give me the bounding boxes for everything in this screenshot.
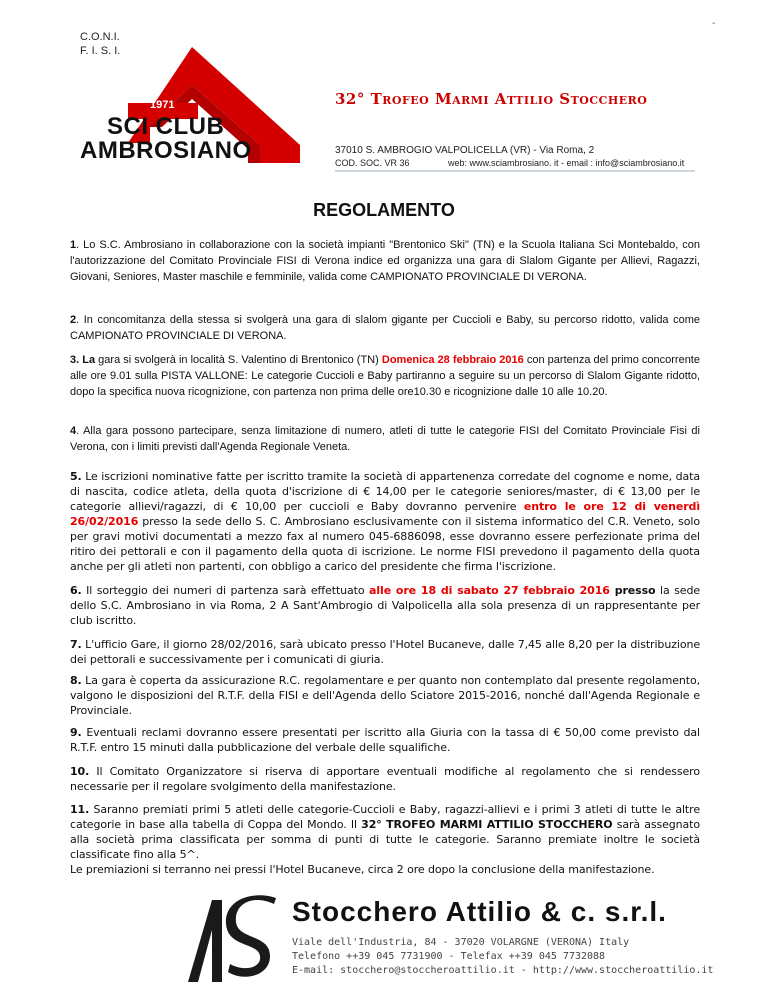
sponsor-logo-a-icon [188,900,222,982]
paragraph-3 [70,352,700,400]
club-address: 37010 S. AMBROGIO VALPOLICELLA (VR) - Via Roma, 2 [335,145,595,156]
paragraph-text: Saranno premiati primi 5 atleti delle categorie-Cuccioli e Baby, ragazzi-allievi e i primi 3 atleti di tutte le altre categorie in base alla tabella di Coppa del Mondo. Il [70,803,700,831]
paragraph-text: presso la sede dello S. C. Ambrosiano esclusivamente con il sistema informatico del C.R. Veneto, solo per gravi motivi documentati a mezzo fax al numero 045-6886098, esse dovranno essere perfezionate prima del ritiro dei pettorali e con il pagamento della quota di iscrizione. Le norme FISI prevedono il pagamento della quota anche per gli atleti non partenti, con obbligo a carico del presidente che firma l'iscrizione. [70,515,700,573]
paragraph-number: 11. [70,803,90,816]
sponsor-logo-s-icon [226,895,276,976]
paragraph-bold: presso [609,584,656,597]
race-date-highlight: Domenica 28 febbraio 2016 [381,354,524,366]
paragraph-number: 4 [70,425,77,437]
sponsor-contacts: E-mail: stocchero@stoccheroattilio.it - http://www.stoccheroattilio.it [292,965,714,976]
paragraph-4 [70,423,700,455]
page-title: REGOLAMENTO [313,200,455,220]
paragraph-7 [70,637,700,667]
logo-year: 1971 [150,99,175,111]
sponsor-logo [182,890,282,984]
paragraph-number: 2 [70,314,77,326]
paragraph-text: con partenza del primo concorrente alle ore 9.01 sulla PISTA VALLONE: Le categorie Cuccioli e Baby partiranno a seguire su un percorso di Slalom Gigante ridotto, dopo la specifica nuova ricognizione, con partenza non prima delle ore10.30 e ricognizione dalle 10 alle 10.20. [70,354,700,398]
club-web: web: www.sciambrosiano. it - email : info@sciambrosiano.it [448,158,685,168]
paragraph-6 [70,583,700,628]
paragraph-5 [70,469,700,574]
paragraph-text: . Lo S.C. Ambrosiano in collaborazione con la società impianti "Brentonico Ski" (TN) e la Scuola Italiana Sci Montebaldo, con l'autorizzazione del Comitato Provinciale FISI di Verona indice ed organizza una gara di Slalom Gigante per Allievi, Ragazzi, Giovani, Seniores, Master maschile e femminile, valida come CAMPIONATO PROVINCIALE DI VERONA. [70,239,700,283]
deadline-highlight: entro le ore 12 di venerdì 26/02/2016 [70,500,701,528]
corner-mark: - [712,18,716,29]
paragraph-1 [70,237,700,285]
club-code: COD. SOC. VR 36 [335,158,410,168]
paragraph-number: 6. [70,584,82,597]
logo-line2: AMBROSIANO [80,137,252,164]
paragraph-number: 1 [70,239,77,251]
sponsor-name: Stocchero Attilio & c. s.r.l. [292,896,667,927]
paragraph-number: 7. [70,638,82,651]
paragraph-number: 3. La [70,354,96,366]
paragraph-text: L'ufficio Gare, il giorno 28/02/2016, sarà ubicato presso l'Hotel Bucaneve, dalle 7,45 alle 8,20 per la distribuzione dei pettorali e successivamente per i comunicati di giuria. [70,638,700,666]
paragraph-text: gara si svolgerà in località S. Valentino di Brentonico (TN) [95,354,382,366]
paragraph-8 [70,673,700,718]
paragraph-number: 9. [70,726,82,739]
paragraph-text: Il Comitato Organizzatore si riserva di apportare eventuali modifiche al regolamento che si rendessero necessarie per il regolare svolgimento della manifestazione. [70,765,700,793]
paragraph-number: 5. [70,470,82,483]
paragraph-9 [70,725,700,755]
sponsor-address: Viale dell'Industria, 84 - 37020 VOLARGNE (VERONA) Italy [292,937,630,948]
trophy-name-bold: 32° TROFEO MARMI ATTILIO STOCCHERO [361,818,613,831]
org-fisi: F. I. S. I. [80,45,121,57]
paragraph-text: La gara è coperta da assicurazione R.C. regolamentare e per quanto non contemplato dal presente regolamento, valgono le disposizioni del R.T.F. della FISI e dell'Agenda dello Sciatore 2015-2016, nonché dall'Agenda Regionale e Provinciale. [70,674,700,717]
paragraph-text: . Alla gara possono partecipare, senza limitazione di numero, atleti di tutte le categorie FISI del Comitato Provinciale Fisi di Verona, con i limiti previsti dall'Agenda Regionale Veneta. [70,425,700,453]
paragraph-text: . In concomitanza della stessa si svolgerà una gara di slalom gigante per Cuccioli e Baby, su percorso ridotto, valida come CAMPIONATO PROVINCIALE DI VERONA. [70,314,700,342]
paragraph-text: sarà assegnato alla società prima classificata per somma di punti di tutte le categorie. Saranno premiate inoltre le società classificate fino alla 5^. [70,818,701,861]
paragraph-text: la sede dello S.C. Ambrosiano in via Roma, 2 A Sant'Ambrogio di Valpolicella alla sola presenza di un rappresentante per club iscritto. [70,584,701,627]
paragraph-11 [70,802,700,877]
paragraph-text: Le premiazioni si terranno nei pressi l'Hotel Bucaneve, circa 2 ore dopo la conclusione della manifestazione. [70,863,655,876]
paragraph-2 [70,312,700,344]
paragraph-text: Eventuali reclami dovranno essere presentati per iscritto alla Giuria con la tassa di € 50,00 come previsto dal R.T.F. entro 15 minuti dalla pubblicazione del verbale delle squalifiche. [70,726,700,754]
paragraph-number: 10. [70,765,90,778]
paragraph-text: Il sorteggio dei numeri di partenza sarà effettuato [81,584,370,597]
paragraph-10 [70,764,700,794]
trophy-title: 32° Trofeo Marmi Attilio Stocchero [335,90,648,108]
org-coni: C.O.N.I. [80,31,120,43]
sponsor-phone: Telefono ++39 045 7731900 - Telefax ++39 045 7732088 [292,951,606,962]
paragraph-text: Le iscrizioni nominative fatte per iscritto tramite la società di appartenenza corredate del cognome e nome, data di nascita, codice atleta, della quota d'iscrizione di € 14,00 per le categorie seniores/master, di € 13,00 per le categorie allievi/ragazzi, di € 10,00 per cuccioli e Baby dovranno pervenire [70,470,700,513]
header-divider [335,170,695,172]
logo-line1: SCI CLUB [107,113,225,140]
draw-date-highlight: alle ore 18 di sabato 27 febbraio 2016 [369,584,610,597]
paragraph-number: 8. [70,674,82,687]
